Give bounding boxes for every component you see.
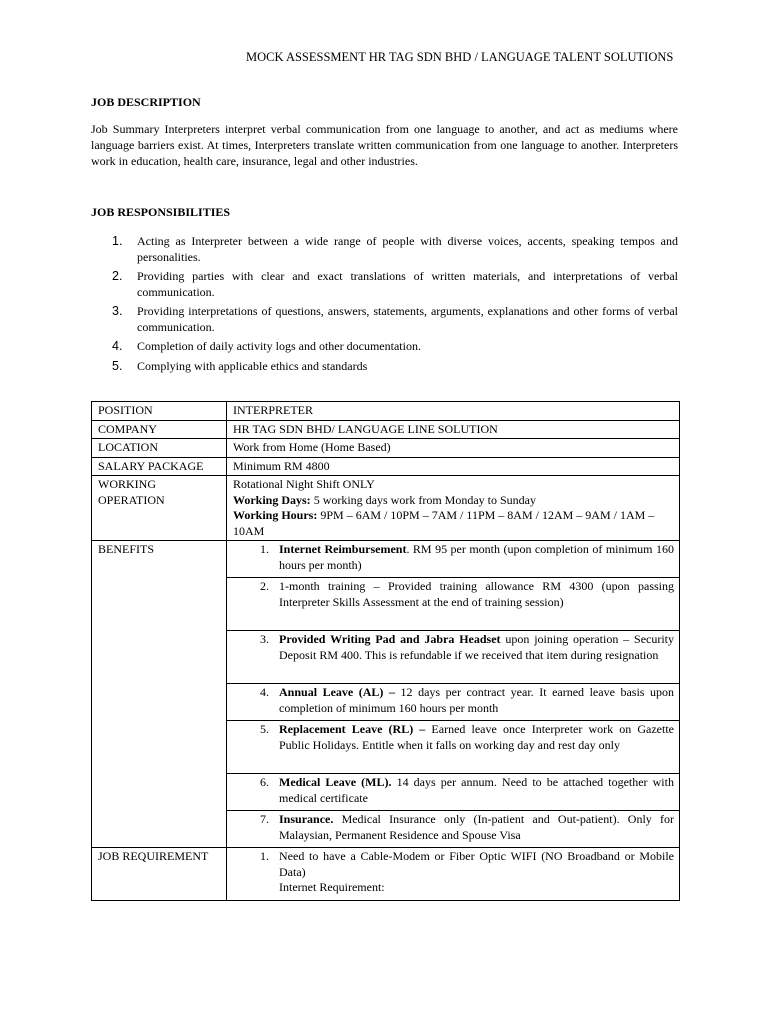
shift-text: Rotational Night Shift ONLY (233, 477, 375, 491)
table-row-working-operation (92, 476, 680, 541)
working-hours-label: Working Hours: (233, 508, 318, 522)
requirement-text (279, 849, 674, 896)
salary-label: SALARY PACKAGE (92, 457, 227, 476)
benefit-text (279, 685, 674, 716)
benefit-cell (227, 811, 680, 848)
benefit-cell (227, 631, 680, 684)
working-days-value: 5 working days work from Monday to Sunday (310, 492, 536, 507)
requirement-label: JOB REQUIREMENT (92, 848, 227, 901)
list-number: 1. (112, 234, 123, 248)
requirement-sub: Internet Requirement: (279, 880, 385, 894)
list-number: 2. (112, 269, 123, 283)
working-days (233, 493, 674, 509)
benefit-number: 5. (260, 722, 269, 736)
benefit-text (279, 775, 674, 806)
list-item (112, 269, 678, 300)
table-row-requirement (92, 848, 680, 901)
requirement-detail: Need to have a Cable-Modem or Fiber Optic WIFI (NO Broadband or Mobile Data) (279, 849, 674, 879)
job-description-heading: JOB DESCRIPTION (91, 95, 201, 109)
benefit-text (279, 722, 674, 753)
job-details-table (91, 401, 680, 901)
benefits-label: BENEFITS (92, 541, 227, 848)
table-row-position (92, 402, 680, 421)
list-text: Acting as Interpreter between a wide range of people with diverse voices, accents, speaking tempos and personalities. (137, 234, 678, 264)
benefit-detail: Medical Insurance only (In-patient and Out-patient). Only for Malaysian, Permanent Residence and Spouse Visa (279, 812, 674, 842)
benefit-cell (227, 541, 680, 578)
benefit-title: Internet Reimbursement (279, 542, 407, 556)
location-value: Work from Home (Home Based) (227, 439, 680, 458)
benefit-cell (227, 684, 680, 721)
benefit-detail: 12 days per contract year. It earned leave basis upon completion of minimum 160 hours per month (279, 685, 674, 715)
list-item (112, 304, 678, 335)
benefit-text (279, 542, 674, 573)
benefit-title: Replacement Leave (RL) – (279, 722, 426, 736)
list-text: Providing interpretations of questions, answers, statements, arguments, explanations and other forms of verbal communication. (137, 304, 678, 334)
working-operation-label: WORKING OPERATION (92, 476, 227, 541)
list-text: Completion of daily activity logs and other documentation. (137, 339, 421, 353)
benefit-title: Medical Leave (ML). (279, 775, 392, 789)
benefit-detail: Earned leave once Interpreter work on Gazette Public Holidays. Entitle when it falls on working day and rest day only (279, 722, 674, 752)
list-number: 3. (112, 304, 123, 318)
list-number: 4. (112, 339, 123, 353)
list-item (112, 234, 678, 265)
requirement-cell (227, 848, 680, 901)
working-hours (233, 508, 674, 539)
list-text: Providing parties with clear and exact translations of written materials, and interpretations of verbal communication. (137, 269, 678, 299)
benefit-cell (227, 578, 680, 631)
responsibilities-list (112, 234, 678, 378)
working-hours-value: 9PM – 6AM / 10PM – 7AM / 11PM – 8AM / 12AM – 9AM / 1AM – 10AM (233, 508, 655, 538)
benefit-detail: upon joining operation – Security Deposit RM 400. This is refundable if we received that item during resignation (279, 632, 675, 662)
benefit-cell (227, 721, 680, 774)
benefit-title: Insurance. (279, 812, 334, 826)
benefit-number: 7. (260, 812, 269, 826)
working-days-label: Working Days: (233, 492, 311, 507)
job-responsibilities-heading: JOB RESPONSIBILITIES (91, 205, 231, 219)
list-item (112, 339, 678, 355)
table-row-benefit (92, 541, 680, 578)
job-summary-paragraph: Job Summary Interpreters interpret verbal communication from one language to another, and act as mediums where language barriers exist. At times, Interpreters translate written communication from one language to another. Interpreters work in education, health care, insurance, legal and other industries. (91, 122, 678, 168)
list-number: 5. (112, 358, 123, 373)
list-item (112, 359, 678, 375)
benefit-number: 3. (260, 632, 269, 646)
benefit-number: 4. (260, 685, 269, 699)
working-operation-value (227, 476, 680, 541)
benefit-text (279, 579, 674, 610)
list-text: Complying with applicable ethics and standards (137, 358, 368, 373)
benefit-number: 6. (260, 775, 269, 789)
benefit-number: 1. (260, 542, 269, 556)
location-label: LOCATION (92, 439, 227, 458)
company-label: COMPANY (92, 420, 227, 439)
benefit-detail: . RM 95 per month (upon completion of minimum 160 hours per month) (279, 542, 674, 572)
benefit-detail: 14 days per annum. Need to be attached together with medical certificate (279, 775, 674, 805)
salary-value: Minimum RM 4800 (227, 457, 680, 476)
table-row-salary (92, 457, 680, 476)
benefit-detail: 1-month training – Provided training allowance RM 4300 (upon passing Interpreter Skills Assessment at the end of training session) (279, 579, 674, 609)
document-header: MOCK ASSESSMENT HR TAG SDN BHD / LANGUAGE TALENT SOLUTIONS (246, 50, 674, 64)
benefit-cell (227, 774, 680, 811)
benefit-text (279, 812, 674, 843)
requirement-number: 1. (260, 849, 269, 863)
benefit-text (279, 632, 674, 663)
benefit-number: 2. (260, 579, 269, 593)
benefit-title: Provided Writing Pad and Jabra Headset (279, 632, 501, 646)
table-row-company (92, 420, 680, 439)
benefit-title: Annual Leave (AL) – (279, 685, 395, 699)
table-row-location (92, 439, 680, 458)
company-value: HR TAG SDN BHD/ LANGUAGE LINE SOLUTION (227, 420, 680, 439)
position-value: INTERPRETER (227, 402, 680, 421)
position-label: POSITION (92, 402, 227, 421)
